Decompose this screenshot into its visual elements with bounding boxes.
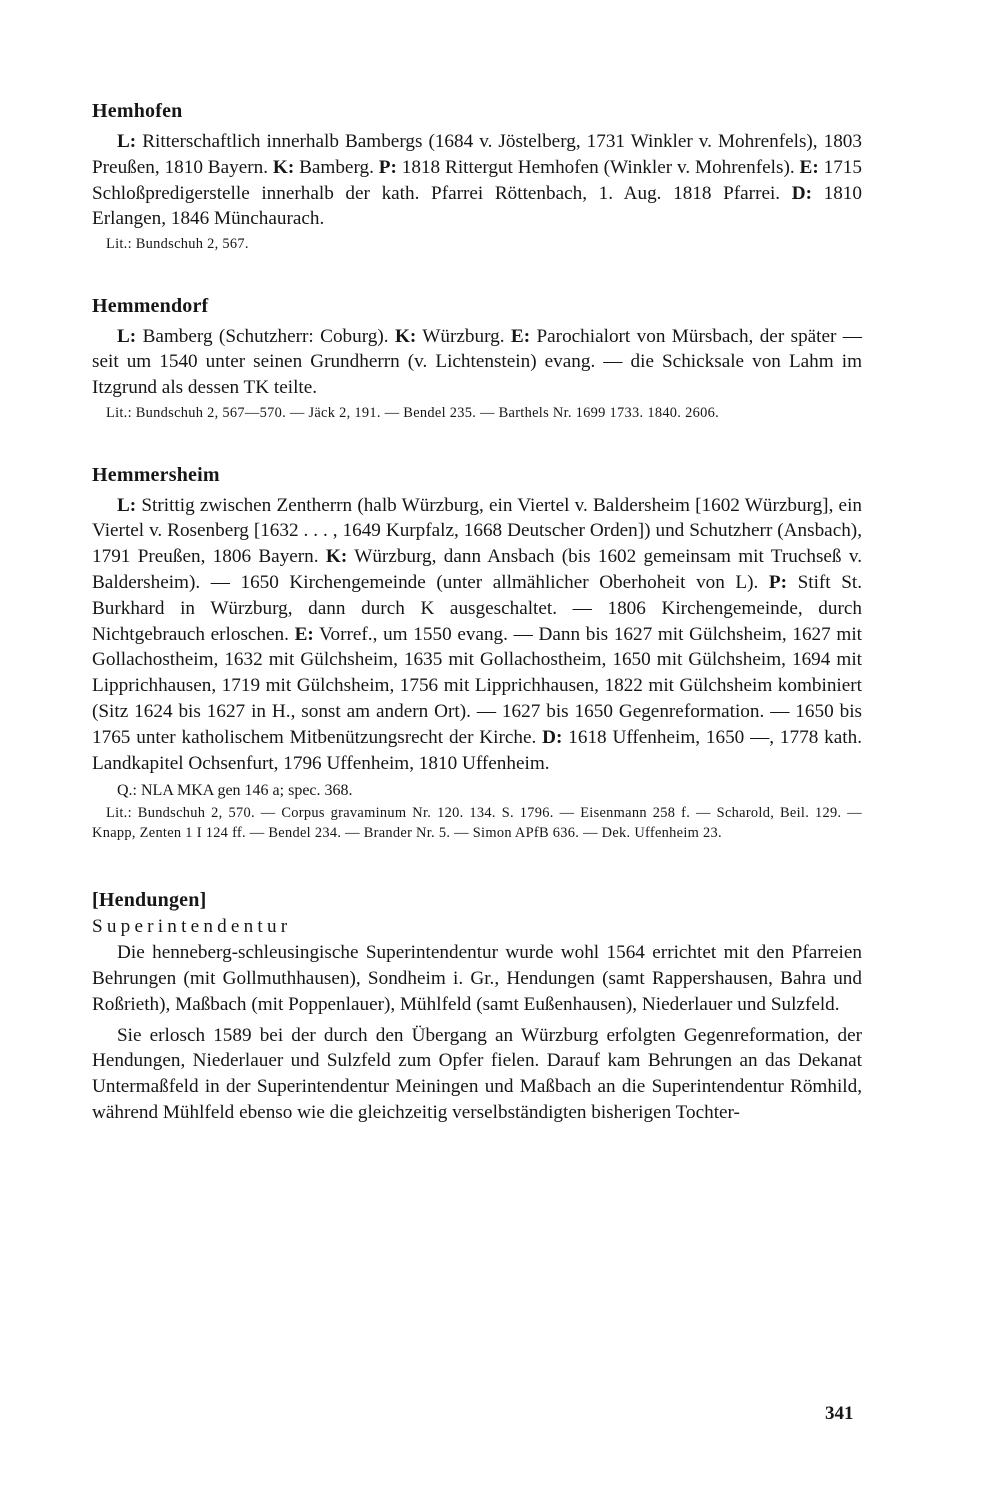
segment-text: Würzburg, dann Ansbach (bis 1602 gemeinsam mit Truchseß v. Baldersheim). — 1650 Kirchengemeinde (unter allmählicher Oberhoheit von L). [92,546,862,593]
segment-text: Bamberg. [294,156,379,178]
segment-text: Strittig zwischen Zentherrn (halb Würzburg, ein Viertel v. Baldersheim [1602 Würzburg], ein Viertel v. Rosenberg [1632 . . . , 1649 Kurpfalz, 1668 Deutscher Orden]) und Schutzherr (Ansbach), 1791 Preußen, 1806 Bayern. [92,494,862,568]
label-l: L: [117,494,137,516]
segment-text: 1715 Schloßpredigerstelle innerhalb der kath. Pfarrei Röttenbach, 1. Aug. 1818 Pfarrei. [92,156,862,204]
literature-note: Lit.: Bundschuh 2, 570. — Corpus gravaminum Nr. 120. 134. S. 1796. — Eisenmann 258 f. — Scharold, Beil. 129. — Knapp, Zenten 1 I 124 ff. — Bendel 234. — Brander Nr. 5. — Simon APfB 636. — Dek. Uffenheim 23. [92,805,862,841]
entry-title: Hemmersheim [92,463,220,486]
page-content [92,100,862,1126]
entry-title: [Hendungen] [92,889,207,912]
literature-note: Lit.: Bundschuh 2, 567—570. — Jäck 2, 191. — Bendel 235. — Barthels Nr. 1699 1733. 1840. 2606. [106,405,719,422]
label-k: K: [394,325,417,347]
label-k: K: [272,156,295,178]
entry-paragraph [92,324,862,401]
label-k: K: [325,546,348,568]
entry-paragraph: Die henneberg-schleusingische Superintendentur wurde wohl 1564 errichtet mit den Pfarreien Behrungen (mit Gollmuthhausen), Sondheim i. Gr., Hendungen (samt Rappershausen, Bahra und Roßrieth), Maßbach (mit Poppenlauer), Mühlfeld (samt Eußenhausen), Niederlauer und Sulzfeld. [92,942,862,1015]
label-e: E: [510,325,531,347]
label-e: E: [294,623,314,645]
sources-note: Q.: NLA MKA gen 146 a; spec. 368. [117,782,353,800]
literature-note: Lit.: Bundschuh 2, 567. [106,236,249,253]
label-p: P: [378,156,397,178]
entry-subtitle: Superintendentur [92,916,292,938]
segment-text: 1810 Erlangen, 1846 Münchaurach. [92,182,862,230]
label-p: P: [768,571,788,593]
entry-paragraph [92,129,862,232]
label-d: D: [791,182,812,204]
label-l: L: [117,325,137,347]
segment-text: Bamberg (Schutzherr: Coburg). [136,325,395,347]
segment-text: 1818 Rittergut Hemhofen (Winkler v. Mohrenfels). [396,156,800,178]
segment-text: Würzburg. [416,325,511,347]
segment-text: 1618 Uffenheim, 1650 —, 1778 kath. Landkapitel Ochsenfurt, 1796 Uffenheim, 1810 Uffenheim. [92,726,862,774]
segment-text: Parochialort von Mürsbach, der später — seit um 1540 unter seinen Grundherrn (v. Lichtenstein) evang. — die Schicksale von Lahm im Itzgrund als dessen TK teilte. [92,325,862,399]
entry-title: Hemmendorf [92,294,209,317]
entry-hemmersheim [92,464,862,844]
entry-hemhofen [92,100,862,255]
label-e: E: [799,156,819,178]
entry-paragraph: Sie erlosch 1589 bei der durch den Übergang an Würzburg erfolgten Gegenreformation, der Hendungen, Niederlauer und Sulzfeld zum Opfer fielen. Darauf kam Behrungen an das Dekanat Untermaßfeld in der Superintendentur Meiningen und Maßbach an die Superintendentur Römhild, während Mühlfeld ebenso wie die gleichzeitig verselbständigten bisherigen Tochter- [92,1024,862,1123]
label-d: D: [542,726,563,748]
entry-hendungen [92,889,862,1125]
segment-text: Ritterschaftlich innerhalb Bambergs (1684 v. Jöstelberg, 1731 Winkler v. Mohrenfels), 1803 Preußen, 1810 Bayern. [92,131,862,178]
segment-text: Stift St. Burkhard in Würzburg, dann durch K ausgeschaltet. — 1806 Kirchengemeinde, durch Nichtgebrauch erloschen. [92,571,862,645]
segment-text: Vorref., um 1550 evang. — Dann bis 1627 mit Gülchsheim, 1627 mit Gollachostheim, 1632 mit Gülchsheim, 1635 mit Gollachostheim, 1650 mit Gülchsheim, 1694 mit Lipprichhausen, 1719 mit Gülchsheim, 1756 mit Lipprichhausen, 1822 mit Gülchsheim kombiniert (Sitz 1624 bis 1627 in H., sonst am andern Ort). — 1627 bis 1650 Gegenreformation. — 1650 bis 1765 unter katholischem Mitbenützungsrecht der Kirche. [92,623,862,748]
entry-hemmendorf [92,295,862,424]
page-number: 341 [825,1403,854,1424]
label-l: L: [117,131,137,152]
entry-title: Hemhofen [92,100,183,122]
entry-paragraph [92,493,862,777]
